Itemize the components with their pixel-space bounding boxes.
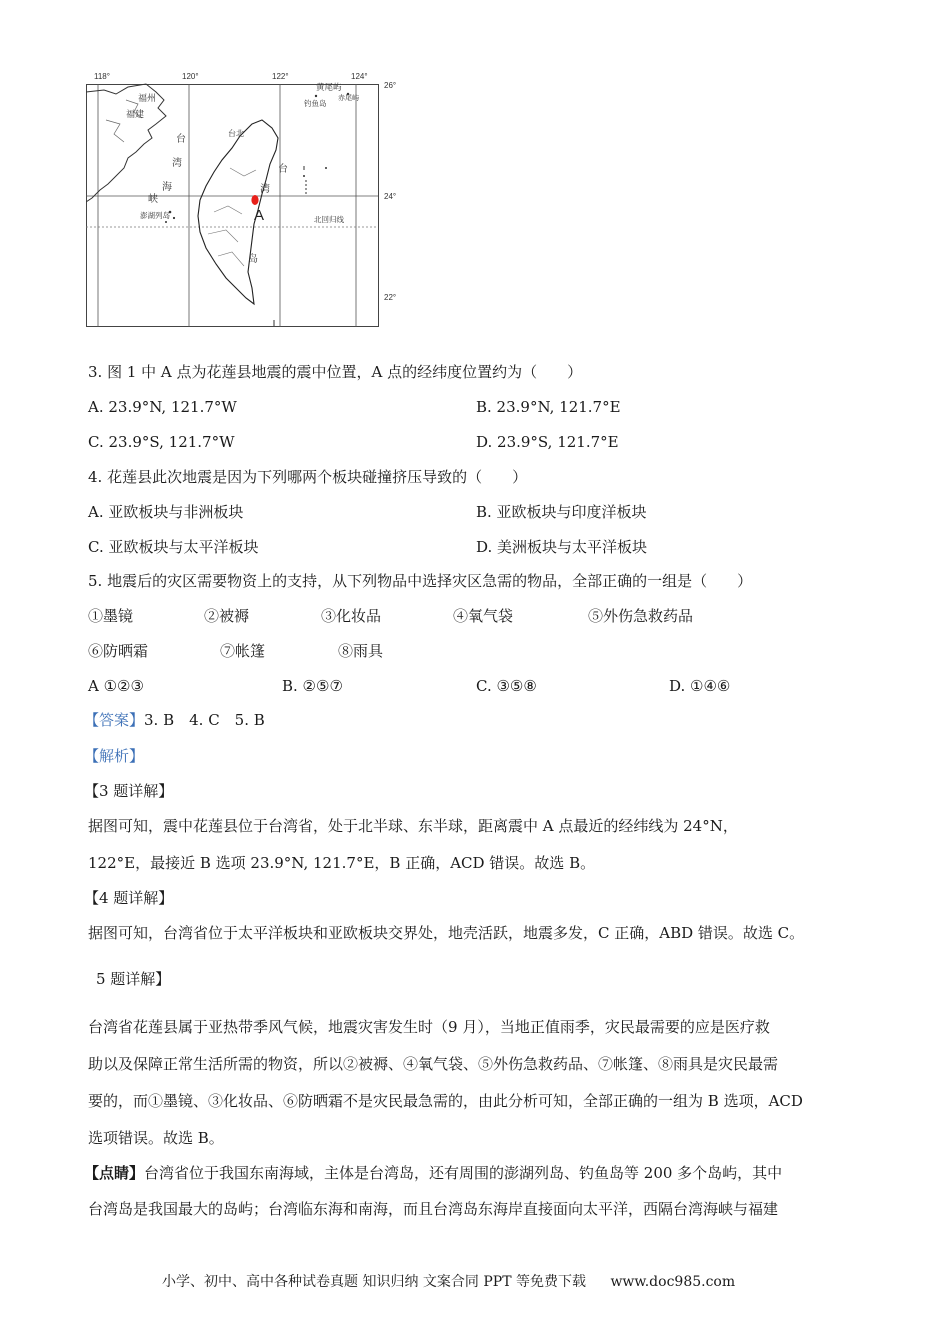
q5-item: ②被褥	[204, 607, 250, 625]
detail-3-line-1: 据图可知，震中花莲县位于台湾省，处于北半球、东半球，距离震中 A 点最近的经纬线为 24°N，	[88, 817, 738, 835]
fuzhou-label: 福州	[138, 93, 157, 103]
q4-stem: 4. 花莲县此次地震是因为下列哪两个板块碰撞挤压导致的（ ）	[88, 468, 528, 486]
lon-120-label: 120°	[182, 72, 199, 81]
detail-5-line-1: 台湾省花莲县属于亚热带季风气候，地震灾害发生时（9 月），当地正值雨季，灾民最需要的应是医疗救	[88, 1018, 770, 1036]
analysis-tag: 【解析】	[84, 747, 145, 765]
penghu-dot	[173, 217, 175, 219]
islet-dot	[325, 167, 327, 169]
q5-stem: 5. 地震后的灾区需要物资上的支持，从下列物品中选择灾区急需的物品，全部正确的一组是（ ）	[88, 572, 753, 590]
q3-option-a: A. 23.9°N, 121.7°W	[88, 398, 237, 416]
detail-4-heading: 【4 题详解】	[84, 889, 174, 907]
lon-124-label: 124°	[351, 72, 368, 81]
lat-22-label: 22°	[384, 293, 397, 302]
detail-5-line-2: 助以及保障正常生活所需的物资，所以②被褥、④氧气袋、⑤外伤急救药品、⑦帐篷、⑧雨具是灾民最需	[88, 1055, 779, 1073]
q4-option-b: B. 亚欧板块与印度洋板块	[476, 503, 647, 521]
footer-url[interactable]: www.doc985.com	[610, 1274, 736, 1290]
q5-item: ⑦帐篷	[220, 642, 266, 660]
detail-3-line-2: 122°E，最接近 B 选项 23.9°N, 121.7°E，B 正确，ACD 错误。故选 B。	[88, 854, 596, 872]
islet-dot	[315, 95, 317, 97]
lon-118-label: 118°	[94, 72, 110, 81]
detail-4-line-1: 据图可知，台湾省位于太平洋板块和亚欧板块交界处，地壳活跃，地震多发，C 正确，ABD 错误。故选 C。	[88, 924, 805, 942]
taiwan-map	[86, 72, 404, 330]
q5-item: ④氧气袋	[453, 607, 514, 625]
fujian-label: 福建	[126, 109, 145, 119]
strait-char-4: 峡	[148, 194, 158, 205]
penghu-dot	[165, 221, 167, 223]
lon-122-label: 122°	[272, 72, 289, 81]
answer-line	[84, 710, 265, 730]
tip-tag: 【点睛】	[84, 1164, 145, 1182]
lat-26-label: 26°	[384, 81, 397, 90]
detail-5-heading: 5 题详解】	[96, 970, 171, 988]
lat-24-label: 24°	[384, 192, 397, 201]
q3-option-d: D. 23.9°S, 121.7°E	[476, 433, 619, 451]
river-line	[106, 120, 124, 142]
huangwei-label: 黄尾屿	[316, 82, 342, 92]
detail-3-heading: 【3 题详解】	[84, 782, 174, 800]
strait-char-2: 湾	[172, 158, 182, 169]
q5-item: ⑧雨具	[338, 642, 384, 660]
q4-option-a: A. 亚欧板块与非洲板块	[88, 503, 244, 521]
tip-line-2: 台湾岛是我国最大的岛屿；台湾临东海和南海，而且台湾岛东海岸直接面向太平洋，西隔台湾海峡与福建	[88, 1200, 779, 1218]
diaoyu-label: 钓鱼岛	[304, 99, 327, 108]
q4-option-c: C. 亚欧板块与太平洋板块	[88, 538, 259, 556]
answer-text: 3. B 4. C 5. B	[144, 711, 265, 729]
tip-line-1	[84, 1163, 782, 1183]
tip-text-1: 台湾省位于我国东南海域，主体是台湾岛，还有周围的澎湖列岛、钓鱼岛等 200 多个岛屿，其中	[144, 1164, 783, 1182]
detail-5-line-4: 选项错误。故选 B。	[88, 1129, 224, 1147]
q5-option-c: C. ③⑤⑧	[476, 677, 537, 695]
footer	[162, 1271, 735, 1291]
chiwei-label: 赤尾屿	[338, 95, 359, 102]
strait-char-3: 海	[162, 182, 172, 193]
q4-option-d: D. 美洲板块与太平洋板块	[476, 538, 648, 556]
map-frame	[87, 85, 379, 327]
penghu-label: 澎湖列岛	[140, 211, 170, 220]
q3-option-b: B. 23.9°N, 121.7°E	[476, 398, 621, 416]
footer-text: 小学、初中、高中各种试卷真题 知识归纳 文案合同 PPT 等免费下载	[162, 1274, 586, 1290]
epicenter-marker	[251, 195, 258, 205]
q5-item: ⑤外伤急救药品	[588, 607, 694, 625]
island-char-3: 岛	[248, 254, 258, 265]
q3-stem: 3. 图 1 中 A 点为花莲县地震的震中位置，A 点的经纬度位置约为（ ）	[88, 363, 583, 381]
q3-option-c: C. 23.9°S, 121.7°W	[88, 433, 235, 451]
point-a-label: A	[254, 207, 265, 224]
q5-option-b: B. ②⑤⑦	[282, 677, 343, 695]
strait-char-1: 台	[176, 134, 186, 145]
taibei-label: 台北	[228, 129, 244, 138]
tropic-label: 北回归线	[314, 215, 344, 224]
q5-option-a: A ①②③	[88, 677, 144, 695]
island-char-2: 湾	[260, 184, 270, 195]
island-char-1: 台	[278, 164, 288, 175]
map-svg	[86, 72, 404, 330]
q5-item: ①墨镜	[88, 607, 134, 625]
answer-tag: 【答案】	[84, 711, 145, 729]
taiwan-rivers	[208, 168, 256, 266]
q5-option-d: D. ①④⑥	[669, 677, 731, 695]
islet-dot	[303, 175, 305, 177]
detail-5-line-3: 要的，而①墨镜、③化妆品、⑥防晒霜不是灾民最急需的，由此分析可知，全部正确的一组为 B 选项，ACD	[88, 1092, 803, 1110]
q5-item: ③化妆品	[321, 607, 382, 625]
q5-item: ⑥防晒霜	[88, 642, 149, 660]
